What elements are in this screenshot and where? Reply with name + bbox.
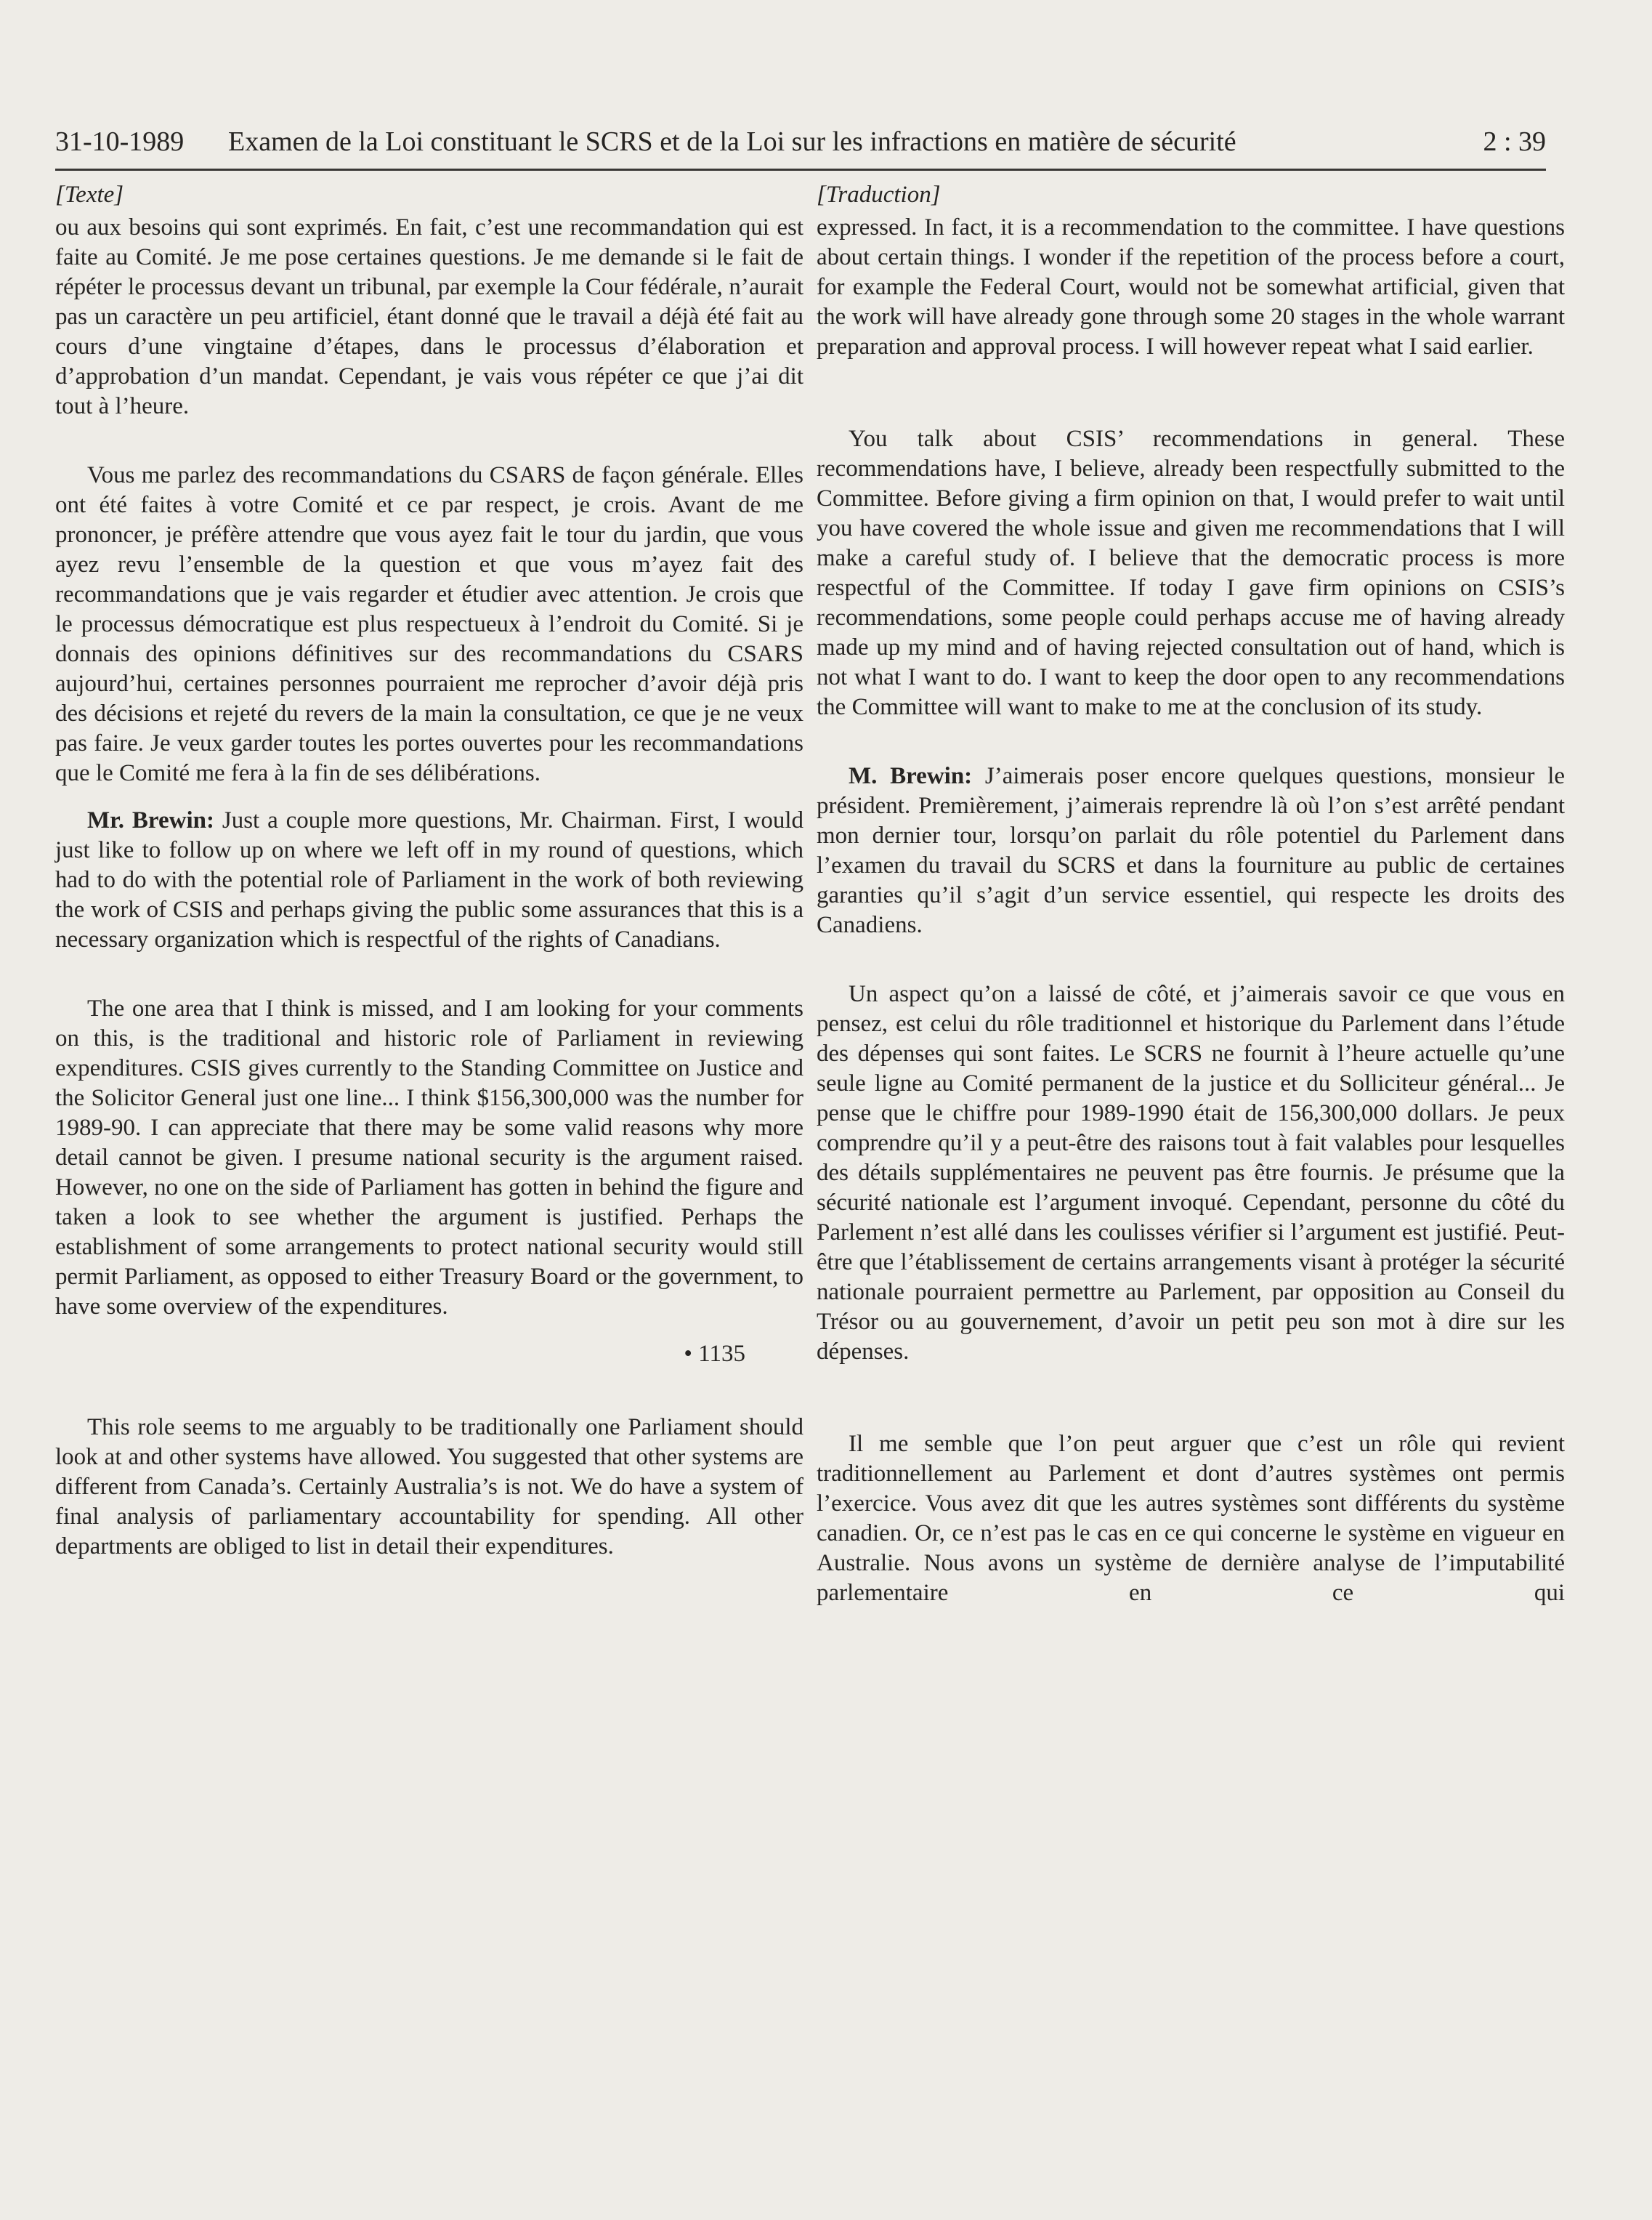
header-rule <box>55 169 1546 171</box>
right-paragraph-5: Il me semble que l’on peut arguer que c’est un rôle qui revient traditionnellement au Parlement et dont d’autres systèmes ont permis l’exercice. Vous avez dit que les autres systèmes sont différents du système canadien. Or, ce n’est pas le cas en ce qui concerne le système en vigueur en Australie. Nous avons un système de dernière analyse de l’imputabilité parlementaire en ce qui <box>817 1431 1565 1606</box>
paragraph-gap <box>817 379 1565 424</box>
left-column-original-text <box>55 180 803 1579</box>
right-paragraph-3 <box>817 762 1565 940</box>
left-paragraph-3 <box>55 806 803 955</box>
speaker-name: Mr. Brewin: <box>87 807 214 833</box>
paragraph-gap <box>817 1384 1565 1429</box>
right-paragraph-1: expressed. In fact, it is a recommendation to the committee. I have questions about certain things. I wonder if the repetition of the process before a court, for example the Federal Court, would not be somewhat artificial, given that the work will have already gone through some 20 stages in the whole warrant preparation and approval process. I will however repeat what I said earlier. <box>817 214 1565 360</box>
header-page-number: 2 : 39 <box>1483 126 1546 157</box>
speaker-name: M. Brewin: <box>849 763 973 789</box>
right-paragraph-4: Un aspect qu’on a laissé de côté, et j’aimerais savoir ce que vous en pensez, est celui du rôle traditionnel et historique du Parlement dans l’étude des dépenses qui sont faites. Le SCRS ne fournit à l’heure actuelle qu’une seule ligne au Comité permanent de la justice et du Solliciteur général... Je pense que le chiffre pour 1989-1990 était de 156,300,000 dollars. Je peux comprendre qu’il y a peut-être des raisons tout à fait valables pour lesquelles des détails supplémentaires ne peuvent pas être fournis. Je présume que la sécurité nationale est l’argument invoqué. Cependant, personne du côté du Parlement n’est allé dans les coulisses vérifier si l’argument est justifié. Peut-être que l’établissement de certains arrangements visant à protéger la sécurité nationale pourraient permettre au Parlement, par opposition au Conseil du Trésor ou au gouvernement, d’avoir un petit peu son mot à dire sur les dépenses. <box>817 981 1565 1365</box>
right-paragraph-3-text: J’aimerais poser encore quelques questions, monsieur le président. Premièrement, j’aimerais reprendre là où l’on s’est arrêté pendant mon dernier tour, lorsqu’on parlait du rôle potentiel du Parlement dans l’examen du travail du SCRS et dans la fourniture au public de certaines garanties qu’il s’agit d’un service essentiel, qui respecte les droits des Canadiens. <box>817 763 1566 938</box>
left-paragraph-1: ou aux besoins qui sont exprimés. En fait, c’est une recommandation qui est faite au Comité. Je me pose certaines questions. Je me demande si le fait de répéter le processus devant un tribunal, par exemple la Cour fédérale, n’aurait pas un caractère un peu artificiel, étant donné que le travail a déjà été fait au cours d’une vingtaine d’étapes, dans le processus d’élaboration et d’approbation d’un mandat. Cependant, je vais vous répéter ce que j’ai dit tout à l’heure. <box>55 214 803 419</box>
right-paragraph-2: You talk about CSIS’ recommendations in general. These recommendations have, I believe, already been respectfully submitted to the Committee. Before giving a firm opinion on that, I would prefer to wait until you have covered the whole issue and given me recommendations that I will make a careful study of. I believe that the democratic process is more respectful of the Committee. If today I gave firm opinions on CSIS’s recommendations, some people could perhaps accuse me of having already made up my mind and of having rejected consultation out of hand, which is not what I want to do. I want to keep the door open to any recommendations the Committee will want to make to me at the conclusion of its study. <box>817 426 1565 720</box>
left-paragraph-2: Vous me parlez des recommandations du CSARS de façon générale. Elles ont été faites à votre Comité et ce par respect, je crois. Avant de me prononcer, je préfère attendre que vous ayez fait le tour du jardin, que vous ayez revu l’ensemble de la question et que vous m’ayez fait des recommandations que je vais regarder et étudier avec attention. Je crois que le processus démocratique est plus respectueux à l’endroit du Comité. Si je donnais des opinions définitives sur des recommandations du CSARS aujourd’hui, certaines personnes pourraient me reprocher d’avoir déjà pris des décisions et rejeté du revers de la main la consultation, ce que je ne veux pas faire. Je veux garder toutes les portes ouvertes pour les recommandations que le Comité me fera à la fin de ses délibérations. <box>55 462 803 786</box>
language-tag-texte: [Texte] <box>55 182 124 208</box>
left-paragraph-3-text: Just a couple more questions, Mr. Chairman. First, I would just like to follow up on where we left off in my round of questions, which had to do with the potential role of Parliament in the work of both reviewing the work of CSIS and perhaps giving the public some assurances that this is a necessary organization which is respectful of the rights of Canadians. <box>55 807 803 953</box>
right-column-translation <box>817 180 1565 1626</box>
time-marker: • 1135 <box>684 1341 745 1367</box>
header-title: Examen de la Loi constituant le SCRS et de la Loi sur les infractions en matière de sécurité <box>228 126 1236 157</box>
header-date: 31-10-1989 <box>55 126 185 157</box>
left-paragraph-5: This role seems to me arguably to be traditionally one Parliament should look at and other systems have allowed. You suggested that other systems are different from Canada’s. Certainly Australia’s is not. We do have a system of final analysis of parliamentary accountability for spending. All other departments are obliged to list in detail their expenditures. <box>55 1414 803 1559</box>
running-header <box>55 116 1546 167</box>
paragraph-gap <box>55 439 803 461</box>
paragraph-gap <box>817 740 1565 762</box>
paragraph-gap <box>55 972 803 994</box>
left-paragraph-4: The one area that I think is missed, and I am looking for your comments on this, is the traditional and historic role of Parliament in reviewing expenditures. CSIS gives currently to the Standing Committee on Justice and the Solicitor General just one line... I think $156,300,000 was the number for 1989-90. I can appreciate that there may be some valid reasons why more detail cannot be given. I presume national security is the argument raised. However, no one on the side of Parliament has gotten in behind the figure and taken a look to see whether the argument is justified. Perhaps the establishment of some arrangements to protect national security would still permit Parliament, as opposed to either Treasury Board or the government, to have some overview of the expenditures. <box>55 996 803 1320</box>
paragraph-gap <box>817 958 1565 980</box>
language-tag-traduction: [Traduction] <box>817 182 941 208</box>
